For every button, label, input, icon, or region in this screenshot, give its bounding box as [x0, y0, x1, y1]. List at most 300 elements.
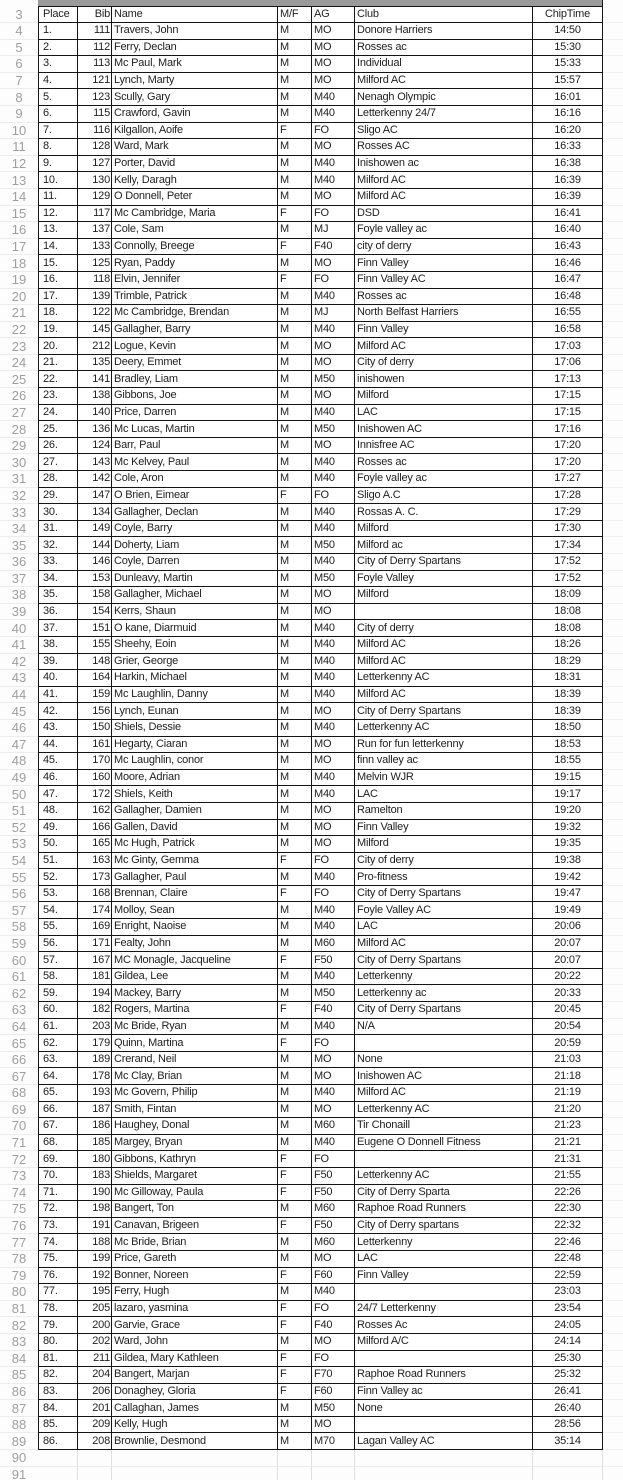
cell-empty[interactable] — [603, 521, 623, 538]
cell-chiptime[interactable]: 16:58 — [533, 322, 603, 339]
cell-club[interactable]: Letterkenny 24/7 — [355, 106, 533, 123]
cell-mf[interactable]: M — [278, 1417, 312, 1434]
cell-chiptime[interactable]: 18:53 — [533, 737, 603, 754]
cell-bib[interactable]: 178 — [78, 1068, 112, 1085]
cell-bib[interactable]: 167 — [78, 952, 112, 969]
cell-empty[interactable] — [603, 1118, 623, 1135]
cell-mf[interactable]: M — [278, 919, 312, 936]
cell-mf[interactable]: M — [278, 820, 312, 837]
cell-chiptime[interactable]: 18:55 — [533, 753, 603, 770]
cell-chiptime[interactable]: 16:38 — [533, 156, 603, 173]
cell-ag[interactable]: FO — [312, 1151, 355, 1168]
cell-place[interactable]: 34. — [38, 571, 78, 588]
cell-empty[interactable] — [112, 1450, 278, 1467]
cell-bib[interactable]: 127 — [78, 156, 112, 173]
cell-empty[interactable] — [603, 1201, 623, 1218]
cell-empty[interactable] — [603, 1168, 623, 1185]
cell-empty[interactable] — [603, 139, 623, 156]
cell-place[interactable]: 13. — [38, 222, 78, 239]
cell-empty[interactable] — [603, 1251, 623, 1268]
cell-place[interactable]: 46. — [38, 770, 78, 787]
cell-name[interactable]: Shields, Margaret — [112, 1168, 278, 1185]
cell-place[interactable]: 68. — [38, 1135, 78, 1152]
cell-ag[interactable]: MO — [312, 73, 355, 90]
cell-empty[interactable] — [533, 1450, 603, 1467]
cell-empty[interactable] — [603, 1400, 623, 1417]
cell-ag[interactable]: M40 — [312, 620, 355, 637]
cell-name[interactable]: Mc Gilloway, Paula — [112, 1185, 278, 1202]
cell-name[interactable]: Gallagher, Damien — [112, 803, 278, 820]
cell-bib[interactable]: 158 — [78, 587, 112, 604]
cell-empty[interactable] — [603, 371, 623, 388]
cell-empty[interactable] — [78, 1467, 112, 1480]
cell-mf[interactable]: F — [278, 239, 312, 256]
cell-empty[interactable] — [603, 886, 623, 903]
cell-name[interactable]: Cole, Sam — [112, 222, 278, 239]
row-number[interactable]: 73 — [0, 1168, 38, 1185]
cell-empty[interactable] — [603, 703, 623, 720]
cell-empty[interactable] — [603, 786, 623, 803]
cell-empty[interactable] — [603, 687, 623, 704]
cell-empty[interactable] — [603, 289, 623, 306]
cell-empty[interactable] — [603, 454, 623, 471]
cell-empty[interactable] — [603, 902, 623, 919]
cell-name[interactable]: Shiels, Dessie — [112, 720, 278, 737]
cell-mf[interactable]: M — [278, 902, 312, 919]
cell-club[interactable]: finn valley ac — [355, 753, 533, 770]
row-number[interactable]: 59 — [0, 936, 38, 953]
row-number[interactable]: 22 — [0, 322, 38, 339]
cell-bib[interactable]: 202 — [78, 1334, 112, 1351]
cell-club[interactable]: Run for fun letterkenny — [355, 737, 533, 754]
cell-chiptime[interactable]: 23:03 — [533, 1284, 603, 1301]
row-number[interactable]: 44 — [0, 687, 38, 704]
cell-mf[interactable]: M — [278, 56, 312, 73]
cell-mf[interactable]: M — [278, 1251, 312, 1268]
cell-ag[interactable]: M60 — [312, 1201, 355, 1218]
row-number[interactable]: 51 — [0, 803, 38, 820]
cell-ag[interactable]: M40 — [312, 1019, 355, 1036]
cell-bib[interactable]: 164 — [78, 670, 112, 687]
cell-name[interactable]: Bangert, Marjan — [112, 1367, 278, 1384]
cell-place[interactable]: 25. — [38, 421, 78, 438]
cell-ag[interactable]: M40 — [312, 670, 355, 687]
cell-ag[interactable]: M60 — [312, 1234, 355, 1251]
cell-mf[interactable]: M — [278, 106, 312, 123]
cell-mf[interactable]: F — [278, 1384, 312, 1401]
cell-club[interactable]: City of Derry Spartans — [355, 886, 533, 903]
cell-mf[interactable]: F — [278, 1002, 312, 1019]
cell-club[interactable]: Rosses ac — [355, 40, 533, 57]
row-number[interactable]: 61 — [0, 969, 38, 986]
cell-name[interactable]: Bonner, Noreen — [112, 1268, 278, 1285]
cell-empty[interactable] — [533, 1467, 603, 1480]
cell-empty[interactable] — [603, 936, 623, 953]
cell-place[interactable]: 29. — [38, 488, 78, 505]
cell-ag[interactable]: M50 — [312, 371, 355, 388]
cell-club[interactable]: Milford AC — [355, 637, 533, 654]
cell-name[interactable]: Canavan, Brigeen — [112, 1218, 278, 1235]
cell-club[interactable]: Milford AC — [355, 1085, 533, 1102]
cell-empty[interactable] — [603, 770, 623, 787]
cell-empty[interactable] — [603, 869, 623, 886]
cell-place[interactable]: 2. — [38, 40, 78, 57]
cell-mf[interactable]: F — [278, 886, 312, 903]
cell-name[interactable]: Dunleavy, Martin — [112, 571, 278, 588]
row-number[interactable]: 23 — [0, 338, 38, 355]
cell-name[interactable]: Deery, Emmet — [112, 355, 278, 372]
cell-empty[interactable] — [603, 1052, 623, 1069]
cell-place[interactable]: 59. — [38, 985, 78, 1002]
cell-mf[interactable]: M — [278, 23, 312, 40]
cell-empty[interactable] — [603, 952, 623, 969]
cell-ag[interactable]: F40 — [312, 1002, 355, 1019]
cell-club[interactable]: City of derry — [355, 620, 533, 637]
cell-empty[interactable] — [603, 587, 623, 604]
cell-bib[interactable]: 204 — [78, 1367, 112, 1384]
row-number[interactable]: 25 — [0, 371, 38, 388]
cell-ag[interactable]: MO — [312, 836, 355, 853]
cell-place[interactable]: 60. — [38, 1002, 78, 1019]
cell-name[interactable]: Ward, Mark — [112, 139, 278, 156]
row-number[interactable]: 4 — [0, 23, 38, 40]
header-cell-place[interactable]: Place — [38, 6, 78, 23]
cell-ag[interactable]: M50 — [312, 571, 355, 588]
cell-mf[interactable]: M — [278, 969, 312, 986]
cell-chiptime[interactable]: 16:48 — [533, 289, 603, 306]
cell-empty[interactable] — [603, 1317, 623, 1334]
cell-club[interactable]: Milford AC — [355, 172, 533, 189]
cell-name[interactable]: Scully, Gary — [112, 89, 278, 106]
cell-club[interactable]: Milford AC — [355, 654, 533, 671]
cell-bib[interactable]: 187 — [78, 1102, 112, 1119]
cell-place[interactable]: 86. — [38, 1433, 78, 1450]
cell-chiptime[interactable]: 17:52 — [533, 554, 603, 571]
cell-chiptime[interactable]: 18:09 — [533, 587, 603, 604]
cell-bib[interactable]: 125 — [78, 255, 112, 272]
cell-place[interactable]: 4. — [38, 73, 78, 90]
cell-name[interactable]: O Brien, Eimear — [112, 488, 278, 505]
cell-bib[interactable]: 189 — [78, 1052, 112, 1069]
cell-club[interactable]: Finn Valley — [355, 820, 533, 837]
cell-club[interactable]: Milford AC — [355, 73, 533, 90]
cell-ag[interactable]: MO — [312, 388, 355, 405]
row-number[interactable]: 89 — [0, 1433, 38, 1450]
cell-empty[interactable] — [603, 206, 623, 223]
cell-mf[interactable]: M — [278, 1102, 312, 1119]
cell-name[interactable]: Mc Bride, Brian — [112, 1234, 278, 1251]
cell-empty[interactable] — [38, 1450, 78, 1467]
cell-ag[interactable]: MO — [312, 1251, 355, 1268]
row-number[interactable]: 34 — [0, 521, 38, 538]
cell-ag[interactable]: M40 — [312, 1284, 355, 1301]
cell-bib[interactable]: 180 — [78, 1151, 112, 1168]
cell-bib[interactable]: 170 — [78, 753, 112, 770]
row-number[interactable]: 69 — [0, 1102, 38, 1119]
cell-ag[interactable]: MO — [312, 338, 355, 355]
cell-ag[interactable]: MO — [312, 604, 355, 621]
cell-place[interactable]: 43. — [38, 720, 78, 737]
cell-ag[interactable]: FO — [312, 1301, 355, 1318]
cell-mf[interactable]: F — [278, 1218, 312, 1235]
cell-empty[interactable] — [603, 1351, 623, 1368]
cell-bib[interactable]: 190 — [78, 1185, 112, 1202]
cell-ag[interactable]: M40 — [312, 869, 355, 886]
cell-place[interactable]: 69. — [38, 1151, 78, 1168]
cell-mf[interactable]: M — [278, 1234, 312, 1251]
cell-empty[interactable] — [603, 1068, 623, 1085]
cell-name[interactable]: Doherty, Liam — [112, 537, 278, 554]
cell-name[interactable]: O kane, Diarmuid — [112, 620, 278, 637]
row-number[interactable]: 88 — [0, 1417, 38, 1434]
cell-place[interactable]: 67. — [38, 1118, 78, 1135]
cell-name[interactable]: Mc Clay, Brian — [112, 1068, 278, 1085]
cell-ag[interactable]: MO — [312, 139, 355, 156]
cell-club[interactable]: Letterkenny — [355, 1234, 533, 1251]
cell-ag[interactable]: F50 — [312, 1218, 355, 1235]
cell-place[interactable]: 18. — [38, 305, 78, 322]
cell-chiptime[interactable]: 23:54 — [533, 1301, 603, 1318]
cell-mf[interactable]: M — [278, 454, 312, 471]
cell-place[interactable]: 7. — [38, 123, 78, 140]
cell-bib[interactable]: 150 — [78, 720, 112, 737]
cell-club[interactable]: Finn Valley — [355, 255, 533, 272]
cell-empty[interactable] — [603, 322, 623, 339]
cell-ag[interactable]: F50 — [312, 1185, 355, 1202]
row-number[interactable]: 85 — [0, 1367, 38, 1384]
cell-ag[interactable]: M60 — [312, 1118, 355, 1135]
cell-mf[interactable]: M — [278, 604, 312, 621]
row-number[interactable]: 76 — [0, 1218, 38, 1235]
cell-place[interactable]: 71. — [38, 1185, 78, 1202]
cell-mf[interactable]: M — [278, 1118, 312, 1135]
row-number[interactable]: 62 — [0, 985, 38, 1002]
cell-empty[interactable] — [603, 1450, 623, 1467]
cell-place[interactable]: 62. — [38, 1035, 78, 1052]
cell-empty[interactable] — [603, 106, 623, 123]
cell-name[interactable]: Mc Laughlin, conor — [112, 753, 278, 770]
cell-bib[interactable]: 205 — [78, 1301, 112, 1318]
cell-mf[interactable]: M — [278, 654, 312, 671]
cell-ag[interactable]: MO — [312, 820, 355, 837]
cell-club[interactable]: city of derry — [355, 239, 533, 256]
cell-name[interactable]: Sheehy, Eoin — [112, 637, 278, 654]
cell-place[interactable]: 12. — [38, 206, 78, 223]
cell-mf[interactable]: M — [278, 1284, 312, 1301]
cell-club[interactable]: Foyle Valley — [355, 571, 533, 588]
cell-name[interactable]: Shiels, Keith — [112, 786, 278, 803]
cell-chiptime[interactable]: 17:27 — [533, 471, 603, 488]
row-number[interactable]: 63 — [0, 1002, 38, 1019]
cell-mf[interactable]: F — [278, 488, 312, 505]
cell-empty[interactable] — [603, 1334, 623, 1351]
cell-mf[interactable]: F — [278, 1317, 312, 1334]
cell-name[interactable]: Crerand, Neil — [112, 1052, 278, 1069]
cell-empty[interactable] — [603, 853, 623, 870]
cell-chiptime[interactable]: 21:19 — [533, 1085, 603, 1102]
cell-club[interactable]: Sligo A.C — [355, 488, 533, 505]
cell-ag[interactable]: MO — [312, 1417, 355, 1434]
cell-mf[interactable]: M — [278, 388, 312, 405]
cell-name[interactable]: Kelly, Hugh — [112, 1417, 278, 1434]
cell-club[interactable]: Letterkenny — [355, 969, 533, 986]
cell-chiptime[interactable]: 19:15 — [533, 770, 603, 787]
cell-empty[interactable] — [603, 255, 623, 272]
cell-mf[interactable]: F — [278, 853, 312, 870]
cell-ag[interactable]: M40 — [312, 919, 355, 936]
cell-empty[interactable] — [603, 172, 623, 189]
cell-bib[interactable]: 146 — [78, 554, 112, 571]
cell-bib[interactable]: 200 — [78, 1317, 112, 1334]
cell-bib[interactable]: 130 — [78, 172, 112, 189]
cell-bib[interactable]: 153 — [78, 571, 112, 588]
cell-ag[interactable]: F60 — [312, 1268, 355, 1285]
row-number[interactable]: 86 — [0, 1384, 38, 1401]
cell-chiptime[interactable]: 18:29 — [533, 654, 603, 671]
cell-ag[interactable]: M70 — [312, 1433, 355, 1450]
header-cell-bib[interactable]: Bib — [78, 6, 112, 23]
cell-bib[interactable]: 135 — [78, 355, 112, 372]
cell-chiptime[interactable]: 17:13 — [533, 371, 603, 388]
cell-club[interactable]: Inishowen AC — [355, 421, 533, 438]
cell-chiptime[interactable]: 16:55 — [533, 305, 603, 322]
cell-empty[interactable] — [603, 123, 623, 140]
cell-club[interactable]: Milford — [355, 388, 533, 405]
cell-mf[interactable]: F — [278, 1301, 312, 1318]
cell-empty[interactable] — [603, 1035, 623, 1052]
cell-club[interactable]: Rosses Ac — [355, 1317, 533, 1334]
cell-mf[interactable]: M — [278, 338, 312, 355]
cell-chiptime[interactable]: 25:30 — [533, 1351, 603, 1368]
cell-chiptime[interactable]: 19:20 — [533, 803, 603, 820]
cell-empty[interactable] — [603, 1185, 623, 1202]
cell-name[interactable]: Mc Govern, Philip — [112, 1085, 278, 1102]
cell-ag[interactable]: F50 — [312, 1168, 355, 1185]
row-number[interactable]: 68 — [0, 1085, 38, 1102]
cell-empty[interactable] — [603, 1433, 623, 1450]
cell-chiptime[interactable]: 17:29 — [533, 504, 603, 521]
cell-place[interactable]: 85. — [38, 1417, 78, 1434]
cell-club[interactable]: City of Derry Spartans — [355, 952, 533, 969]
cell-place[interactable]: 40. — [38, 670, 78, 687]
cell-empty[interactable] — [603, 654, 623, 671]
cell-empty[interactable] — [603, 1135, 623, 1152]
cell-ag[interactable]: F60 — [312, 1384, 355, 1401]
cell-mf[interactable]: M — [278, 587, 312, 604]
row-number[interactable]: 36 — [0, 554, 38, 571]
cell-bib[interactable]: 209 — [78, 1417, 112, 1434]
cell-club[interactable]: City of Derry Sparta — [355, 1185, 533, 1202]
cell-empty[interactable] — [603, 737, 623, 754]
cell-empty[interactable] — [603, 720, 623, 737]
cell-place[interactable]: 54. — [38, 902, 78, 919]
cell-club[interactable]: Milford ac — [355, 537, 533, 554]
cell-chiptime[interactable]: 21:03 — [533, 1052, 603, 1069]
cell-place[interactable]: 65. — [38, 1085, 78, 1102]
cell-place[interactable]: 61. — [38, 1019, 78, 1036]
row-number[interactable]: 75 — [0, 1201, 38, 1218]
cell-name[interactable]: Gallagher, Paul — [112, 869, 278, 886]
cell-bib[interactable]: 199 — [78, 1251, 112, 1268]
cell-mf[interactable]: M — [278, 222, 312, 239]
cell-bib[interactable]: 151 — [78, 620, 112, 637]
row-number[interactable]: 71 — [0, 1135, 38, 1152]
cell-bib[interactable]: 195 — [78, 1284, 112, 1301]
cell-name[interactable]: Ferry, Hugh — [112, 1284, 278, 1301]
cell-chiptime[interactable]: 21:31 — [533, 1151, 603, 1168]
cell-club[interactable] — [355, 604, 533, 621]
row-number[interactable]: 8 — [0, 89, 38, 106]
cell-chiptime[interactable]: 26:41 — [533, 1384, 603, 1401]
cell-bib[interactable]: 148 — [78, 654, 112, 671]
cell-empty[interactable] — [603, 1218, 623, 1235]
cell-place[interactable]: 84. — [38, 1400, 78, 1417]
cell-name[interactable]: Lynch, Marty — [112, 73, 278, 90]
cell-ag[interactable]: M50 — [312, 1400, 355, 1417]
cell-club[interactable]: Milford AC — [355, 189, 533, 206]
cell-empty[interactable] — [603, 604, 623, 621]
cell-chiptime[interactable]: 19:47 — [533, 886, 603, 903]
cell-name[interactable]: Mc Lucas, Martin — [112, 421, 278, 438]
cell-chiptime[interactable]: 18:08 — [533, 620, 603, 637]
cell-club[interactable]: Sligo AC — [355, 123, 533, 140]
cell-club[interactable]: North Belfast Harriers — [355, 305, 533, 322]
cell-ag[interactable]: M40 — [312, 322, 355, 339]
cell-empty[interactable] — [603, 969, 623, 986]
row-number[interactable]: 31 — [0, 471, 38, 488]
cell-mf[interactable]: M — [278, 1433, 312, 1450]
row-number[interactable]: 5 — [0, 40, 38, 57]
cell-empty[interactable] — [603, 471, 623, 488]
cell-place[interactable]: 56. — [38, 936, 78, 953]
header-cell-ag[interactable]: AG — [312, 6, 355, 23]
cell-mf[interactable]: M — [278, 803, 312, 820]
cell-place[interactable]: 23. — [38, 388, 78, 405]
cell-empty[interactable] — [603, 554, 623, 571]
cell-empty[interactable] — [603, 820, 623, 837]
cell-place[interactable]: 83. — [38, 1384, 78, 1401]
cell-bib[interactable]: 161 — [78, 737, 112, 754]
row-number[interactable]: 40 — [0, 620, 38, 637]
cell-name[interactable]: Fealty, John — [112, 936, 278, 953]
cell-mf[interactable]: M — [278, 687, 312, 704]
cell-empty[interactable] — [603, 156, 623, 173]
cell-place[interactable]: 52. — [38, 869, 78, 886]
cell-place[interactable]: 1. — [38, 23, 78, 40]
cell-place[interactable]: 39. — [38, 654, 78, 671]
cell-mf[interactable]: M — [278, 371, 312, 388]
cell-chiptime[interactable]: 20:54 — [533, 1019, 603, 1036]
cell-club[interactable]: Rosses AC — [355, 139, 533, 156]
cell-ag[interactable]: M50 — [312, 421, 355, 438]
cell-club[interactable] — [355, 1351, 533, 1368]
row-number[interactable]: 13 — [0, 172, 38, 189]
cell-chiptime[interactable]: 16:46 — [533, 255, 603, 272]
cell-ag[interactable]: MO — [312, 40, 355, 57]
cell-club[interactable]: Rosses ac — [355, 454, 533, 471]
cell-bib[interactable]: 165 — [78, 836, 112, 853]
cell-empty[interactable] — [603, 803, 623, 820]
cell-empty[interactable] — [603, 1301, 623, 1318]
cell-place[interactable]: 38. — [38, 637, 78, 654]
cell-chiptime[interactable]: 15:30 — [533, 40, 603, 57]
cell-name[interactable]: Moore, Adrian — [112, 770, 278, 787]
cell-empty[interactable] — [603, 1102, 623, 1119]
cell-club[interactable]: Milford — [355, 521, 533, 538]
cell-place[interactable]: 81. — [38, 1351, 78, 1368]
cell-place[interactable]: 63. — [38, 1052, 78, 1069]
cell-club[interactable]: Donore Harriers — [355, 23, 533, 40]
